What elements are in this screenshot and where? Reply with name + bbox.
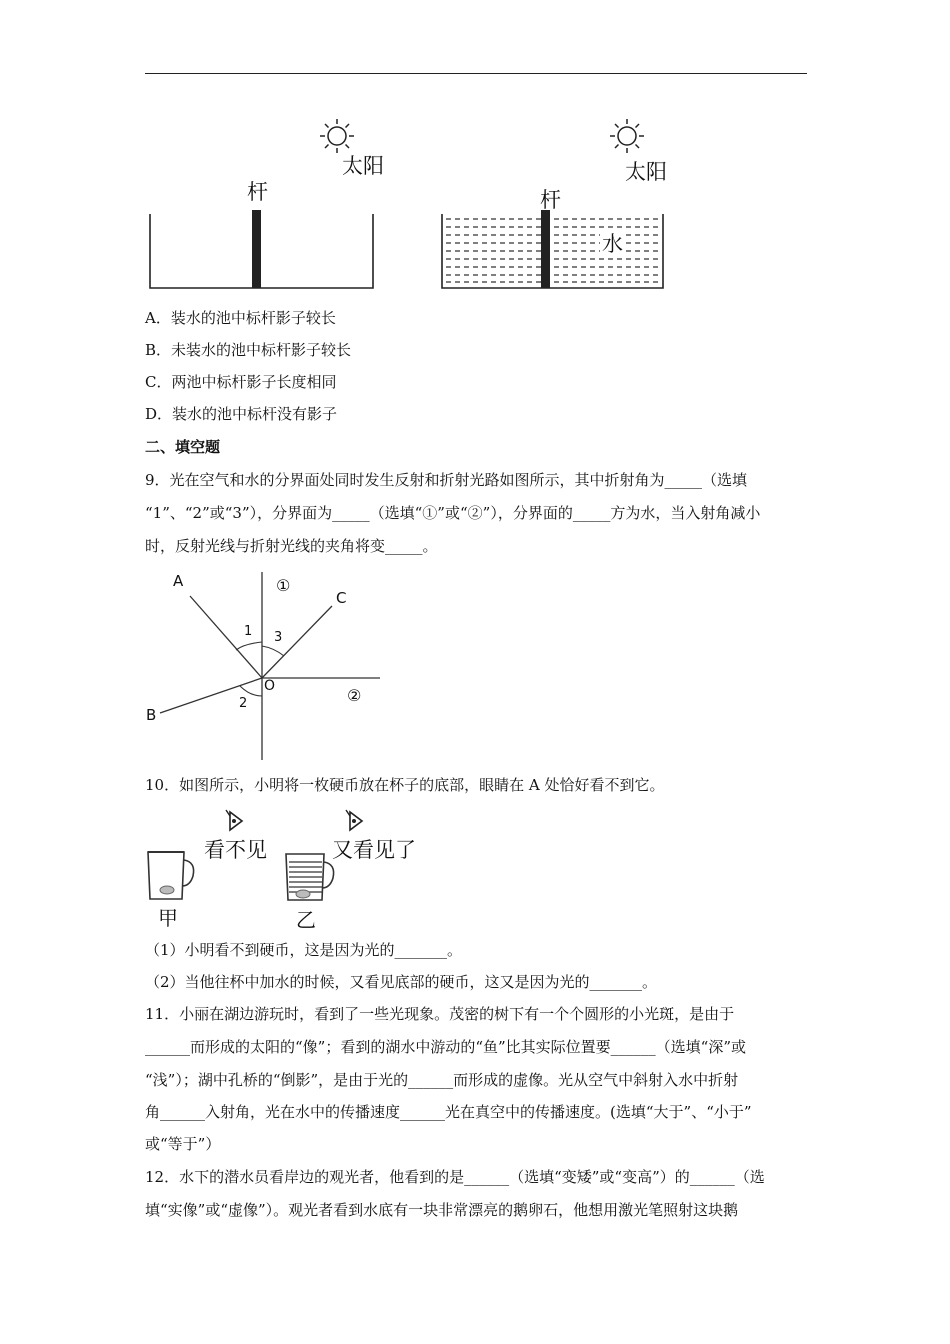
pool-left <box>150 214 373 288</box>
section-title: 二、填空题 <box>145 438 221 456</box>
q11-line-2: ______而形成的太阳的“像”；看到的湖水中游动的“鱼”比其实际位置要______（选填“深”或 <box>145 1038 747 1056</box>
q8-option-c: C．两池中标杆影子长度相同 <box>145 373 337 391</box>
q11-line-1: 11．小丽在湖边游玩时，看到了一些光现象。茂密的树下有一个个圆形的小光斑，是由于 <box>145 1005 735 1023</box>
label-b: B <box>146 706 157 724</box>
sun-label-left: 太阳 <box>342 154 384 178</box>
q9-line-1: 9．光在空气和水的分界面处同时发生反射和折射光路如图所示，其中折射角为_____（选填 <box>145 471 748 489</box>
arc-angle-1 <box>236 642 262 650</box>
pool-diagram <box>140 110 680 300</box>
q10-line-1: 10．如图所示，小明将一枚硬币放在杯子的底部，眼睛在 A 处恰好看不到它。 <box>145 776 665 794</box>
label-cup-jia: 甲 <box>158 906 178 930</box>
q11-line-4: 角______入射角，光在水中的传播速度______光在真空中的传播速度。(选填“大于”、“小于” <box>145 1103 752 1121</box>
header-rule <box>145 73 807 74</box>
cup-right <box>286 854 334 900</box>
pole-label-right: 杆 <box>540 188 561 212</box>
q9-line-3: 时，反射光线与折射光线的夹角将变_____。 <box>145 537 438 555</box>
label-c: C <box>336 589 347 607</box>
q8-option-d: D．装水的池中标杆没有影子 <box>145 405 338 423</box>
label-angle-3: 3 <box>274 630 283 645</box>
coin-right <box>296 890 310 898</box>
pole-label-left: 杆 <box>247 180 268 204</box>
label-a: A <box>173 572 184 590</box>
q10-sub-2: （2）当他往杯中加水的时候，又看见底部的硬币，这又是因为光的_______。 <box>145 973 658 991</box>
label-o: O <box>264 678 276 694</box>
water-label: 水 <box>600 228 625 258</box>
sun-label-right: 太阳 <box>625 160 667 184</box>
figure-q9 <box>140 568 380 764</box>
coin-left <box>160 886 174 894</box>
q9-line-2: “1”、“2”或“3”），分界面为_____（选填“①”或“②”），分界面的_____方为水，当入射角减小 <box>145 504 761 522</box>
label-angle-1: 1 <box>244 624 253 639</box>
figure-q10 <box>140 806 450 930</box>
pole-left <box>252 210 261 288</box>
q8-option-a: A．装水的池中标杆影子较长 <box>145 309 336 327</box>
label-angle-2: 2 <box>239 696 248 711</box>
q12-line-2: 填“实像”或“虚像”）。观光者看到水底有一块非常漂亮的鹅卵石，他想用激光笔照射这块鹅 <box>145 1201 739 1219</box>
arc-angle-2 <box>240 686 262 696</box>
q11-line-5: 或“等于”） <box>145 1135 221 1153</box>
q11-line-3: “浅”）；湖中孔桥的“倒影”，是由于光的______而形成的虚像。光从空气中斜射入水中折射 <box>145 1071 739 1089</box>
cup-left <box>148 852 194 899</box>
ray-oc <box>262 606 332 678</box>
cup-diagram <box>140 806 450 930</box>
label-cant-see: 看不见 <box>204 838 267 862</box>
label-region-2: ② <box>347 686 362 705</box>
water-hatching <box>446 219 660 282</box>
eye-icon-right <box>346 810 362 830</box>
eye-icon-left <box>226 810 242 830</box>
sun-icon-left <box>320 119 354 153</box>
q8-option-b: B．未装水的池中标杆影子较长 <box>145 341 352 359</box>
sun-icon-right <box>610 119 644 153</box>
label-see-again: 又看见了 <box>332 838 416 862</box>
label-cup-yi: 乙 <box>296 908 316 932</box>
q12-line-1: 12．水下的潜水员看岸边的观光者，他看到的是______（选填“变矮”或“变高”）的______（选 <box>145 1168 765 1186</box>
arc-angle-3 <box>262 646 284 656</box>
q10-sub-1: （1）小明看不到硬币，这是因为光的_______。 <box>145 941 463 959</box>
label-region-1: ① <box>276 576 291 595</box>
pole-right <box>541 210 550 288</box>
figure-q8 <box>140 110 680 300</box>
